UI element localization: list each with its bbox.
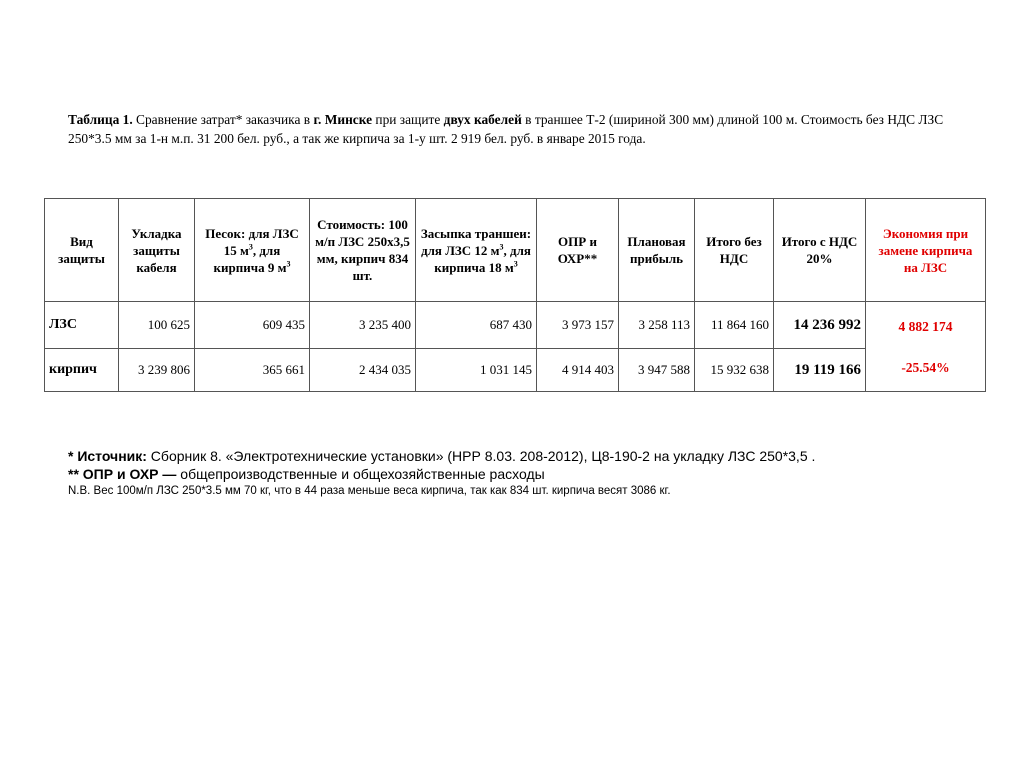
header-opr: ОПР и ОХР**	[537, 199, 619, 302]
note-source-label: * Источник:	[68, 448, 147, 464]
cell-cost: 3 235 400	[310, 302, 416, 349]
economy-amount: 4 882 174	[898, 318, 953, 334]
cell-opr: 4 914 403	[537, 349, 619, 392]
cell-profit: 3 258 113	[619, 302, 695, 349]
cell-cost: 2 434 035	[310, 349, 416, 392]
cell-profit: 3 947 588	[619, 349, 695, 392]
cell-sand: 365 661	[195, 349, 310, 392]
caption-text-2: при защите	[375, 112, 441, 127]
footnotes	[68, 447, 968, 499]
note-opr-label: ** ОПР и ОХР —	[68, 466, 177, 482]
note-opr-text: общепроизводственные и общехозяйственные расходы	[176, 466, 545, 482]
caption-cables: двух кабелей	[443, 112, 522, 127]
note-opr	[68, 465, 968, 483]
header-profit: Плановая прибыль	[619, 199, 695, 302]
note-nb: N.B. Вес 100м/п ЛЗС 250*3.5 мм 70 кг, что в 44 раза меньше веса кирпича, так как 834 шт. кирпича весят 3086 кг.	[68, 485, 671, 497]
cell-total-no-vat: 15 932 638	[695, 349, 774, 392]
caption-text-3: в траншее Т-2 (шириной 300 мм) длиной 100 м. Стоимость без НДС ЛЗС 250*3.5 мм за 1-н м.п. 31 200 бел. руб., а так же кирпича за 1-у шт. 2 919 бел. руб. в январе 2015 года.	[68, 112, 944, 146]
row-kind: кирпич	[45, 349, 119, 392]
cell-laying: 100 625	[119, 302, 195, 349]
table-caption	[68, 110, 958, 148]
cell-opr: 3 973 157	[537, 302, 619, 349]
header-total-no-vat: Итого без НДС	[695, 199, 774, 302]
cell-fill: 687 430	[416, 302, 537, 349]
cell-total-vat: 19 119 166	[774, 349, 866, 392]
row-kind: ЛЗС	[45, 302, 119, 349]
cell-total-vat: 14 236 992	[774, 302, 866, 349]
table-header-row	[45, 199, 986, 302]
cost-comparison-table	[44, 198, 986, 392]
table-row	[45, 349, 986, 392]
header-economy: Экономия при замене кирпича на ЛЗС	[866, 199, 986, 302]
cell-total-no-vat: 11 864 160	[695, 302, 774, 349]
table-row	[45, 302, 986, 349]
caption-label: Таблица 1.	[68, 112, 133, 127]
cell-economy	[866, 302, 986, 392]
note-source	[68, 447, 968, 465]
header-cost: Стоимость: 100 м/п ЛЗС 250х3,5 мм, кирпич 834 шт.	[310, 199, 416, 302]
header-sand: Песок: для ЛЗС 15 $м^3$, для кирпича 9 $м^3$	[195, 199, 310, 302]
header-kind: Вид защиты	[45, 199, 119, 302]
header-laying: Укладка защиты кабеля	[119, 199, 195, 302]
cell-laying: 3 239 806	[119, 349, 195, 392]
caption-text-1: Сравнение затрат* заказчика в	[136, 112, 311, 127]
economy-percent: -25.54%	[901, 359, 950, 375]
header-total-vat: Итого с НДС 20%	[774, 199, 866, 302]
cell-fill: 1 031 145	[416, 349, 537, 392]
header-fill: Засыпка траншеи: для ЛЗС 12 $м^3$, для кирпича 18 $м^3$	[416, 199, 537, 302]
cell-sand: 609 435	[195, 302, 310, 349]
note-source-text: Сборник 8. «Электротехнические установки» (НРР 8.03. 208-2012), Ц8-190-2 на укладку ЛЗС 250*3,5 .	[146, 448, 816, 464]
caption-city: г. Минске	[313, 112, 373, 127]
